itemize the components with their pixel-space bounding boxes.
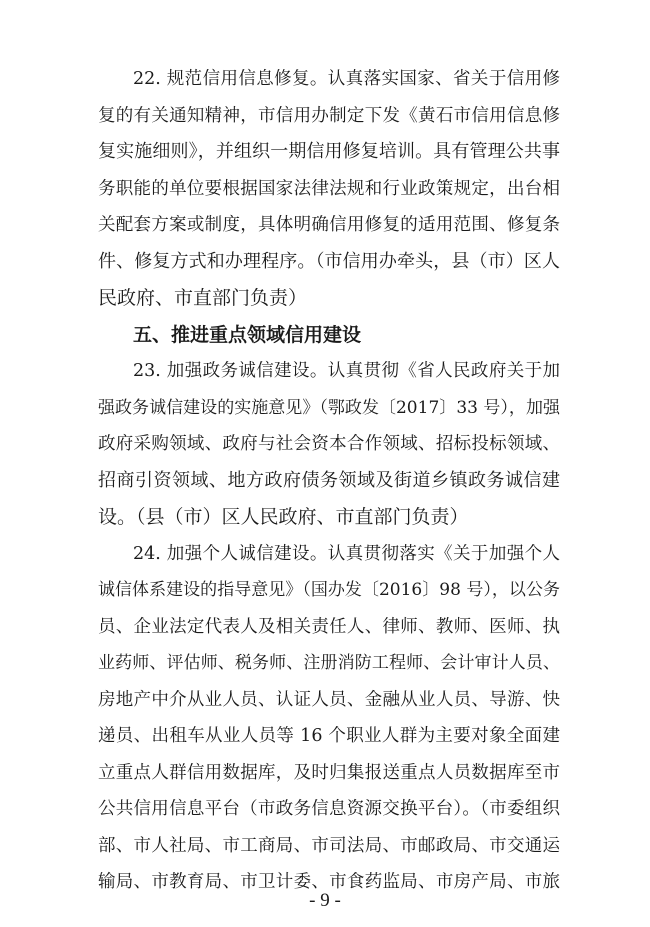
p22-line-7: 民政府、市直部门负责） [98, 287, 308, 309]
p24-line-2: 诚信体系建设的指导意见》（国办发〔2016〕98 号），以公务 [98, 580, 560, 600]
p24-line-4: 业药师、评估师、税务师、注册消防工程师、会计审计人员、 [98, 653, 560, 673]
p24-line-6: 递员、出租车从业人员等 16 个职业人群为主要对象全面建 [98, 726, 560, 746]
p24-line-7: 立重点人群信用数据库，及时归集报送重点人员数据库至市 [98, 762, 560, 783]
p24-line-10: 输局、市教育局、市卫计委、市食药监局、市房产局、市旅 [98, 872, 560, 892]
p22-line-5: 关配套方案或制度，具体明确信用修复的适用范围、修复条 [98, 215, 560, 235]
p24-line-5: 房地产中介从业人员、认证人员、金融从业人员、导游、快 [98, 689, 560, 710]
p23-line-2: 强政务诚信建设的实施意见》（鄂政发〔2017〕33 号），加强 [98, 397, 560, 418]
p22-line-2: 复的有关通知精神，市信用办制定下发《黄石市信用信息修 [98, 105, 560, 126]
p22-line-1: 22. 规范信用信息修复。认真落实国家、省关于信用修 [133, 69, 560, 89]
p22-line-6: 件、修复方式和办理程序。（市信用办牵头，县（市）区人 [98, 250, 560, 272]
p23-line-1: 23. 加强政务诚信建设。认真贯彻《省人民政府关于加 [133, 361, 560, 381]
p24-line-1: 24. 加强个人诚信建设。认真贯彻落实《关于加强个人 [133, 543, 560, 564]
page-number: - 9 - [309, 890, 341, 911]
p23-line-5: 设。（县（市）区人民政府、市直部门负责） [98, 506, 469, 528]
p23-line-4: 招商引资领域、地方政府债务领域及街道乡镇政务诚信建 [98, 469, 560, 491]
p24-line-3: 员、企业法定代表人及相关责任人、律师、教师、医师、执 [98, 616, 560, 637]
p24-line-8: 公共信用信息平台（市政务信息资源交换平台）。（市委组织 [98, 799, 560, 819]
section-heading: 五、推进重点领域信用建设 [133, 323, 362, 346]
p22-line-4: 务职能的单位要根据国家法律法规和行业政策规定，出台相 [98, 178, 560, 199]
p24-line-9: 部、市人社局、市工商局、市司法局、市邮政局、市交通运 [98, 835, 560, 856]
p22-line-3: 复实施细则》，并组织一期信用修复培训。具有管理公共事 [98, 141, 560, 162]
p23-line-3: 政府采购领域、政府与社会资本合作领域、招标投标领域、 [98, 434, 560, 454]
